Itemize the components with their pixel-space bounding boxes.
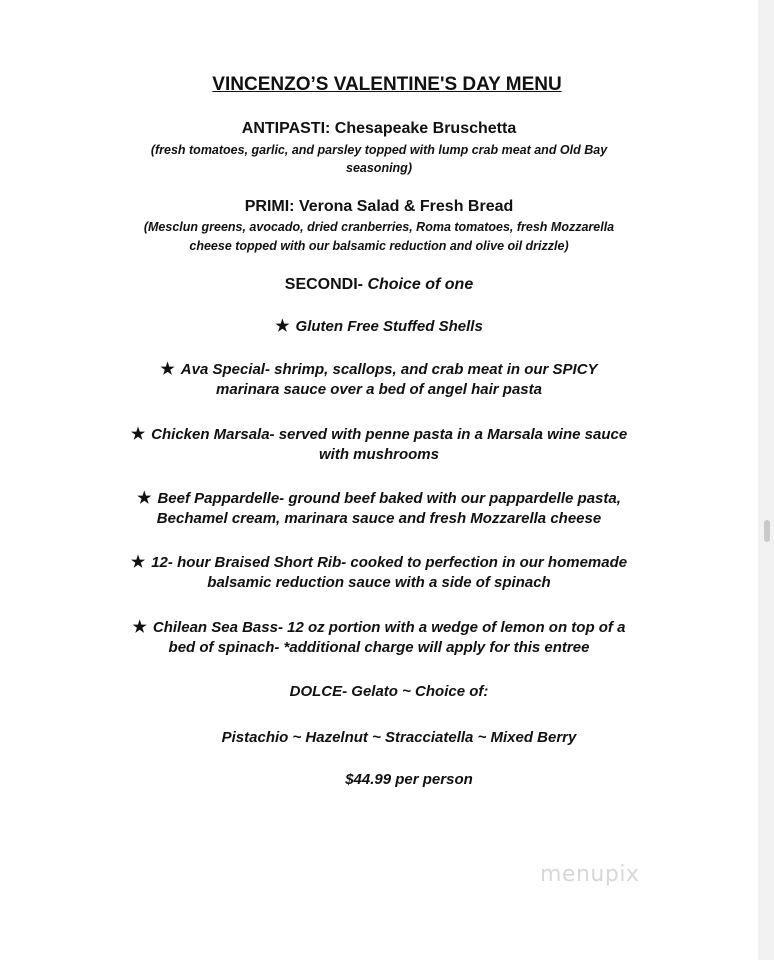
dolce-heading: DOLCE- Gelato ~ Choice of: [289,683,489,700]
star-icon: ★ [160,361,175,378]
star-icon: ★ [130,554,146,571]
dolce-flavors: Pistachio ~ Hazelnut ~ Stracciatella ~ Mixed Berry [221,729,577,746]
menu-item-line: 12- hour Braised Short Rib- cooked to perfection in our homemade [151,554,628,571]
primi-heading: PRIMI: Verona Salad & Fresh Bread [244,198,514,215]
menu-item-line: Bechamel cream, marinara sauce and fresh Mozzarella cheese [156,510,602,527]
secondi-heading-prefix: SECONDI- [284,276,368,293]
menu-item [0,552,758,572]
menu-item [0,488,758,508]
menu-item [0,316,758,336]
scrollbar-thumb[interactable] [764,520,770,542]
primi-description: cheese topped with our balsamic reduction and olive oil drizzle) [189,239,569,253]
antipasti-heading: ANTIPASTI: Chesapeake Bruschetta [241,120,517,137]
secondi-heading-suffix: Choice of one [367,276,474,293]
star-icon: ★ [137,490,152,507]
primi-description: (Mesclun greens, avocado, dried cranberries, Roma tomatoes, fresh Mozzarella [143,220,615,234]
scrollbar-track[interactable] [762,0,772,960]
star-icon: ★ [130,426,146,443]
menu-title: VINCENZO’S VALENTINE'S DAY MENU [212,74,562,95]
star-icon: ★ [275,318,290,335]
secondi-heading [0,276,758,294]
menu-item-line: Chilean Sea Bass- 12 oz portion with a wedge of lemon on top of a [152,619,626,636]
menu-price: $44.99 per person [345,771,473,788]
menu-item [0,617,758,637]
menu-item [0,359,758,379]
antipasti-description: seasoning) [346,161,412,175]
menu-item [0,424,758,444]
menu-item-line: Beef Pappardelle- ground beef baked with our pappardelle pasta, [157,490,621,507]
menu-item-line: balsamic reduction sauce with a side of spinach [207,574,551,591]
menu-item-line: bed of spinach- *additional charge will apply for this entree [168,639,590,656]
menu-item-line: Ava Special- shrimp, scallops, and crab meat in our SPICY [180,361,598,378]
menu-item-line: Chicken Marsala- served with penne pasta in a Marsala wine sauce [151,426,628,443]
star-icon: ★ [132,619,147,636]
menu-item-line: with mushrooms [318,446,439,463]
antipasti-description: (fresh tomatoes, garlic, and parsley topped with lump crab meat and Old Bay [150,143,608,157]
watermark: menupix [540,862,640,887]
menu-item-line: Gluten Free Stuffed Shells [295,318,483,335]
menu-item-line: marinara sauce over a bed of angel hair pasta [216,381,542,398]
